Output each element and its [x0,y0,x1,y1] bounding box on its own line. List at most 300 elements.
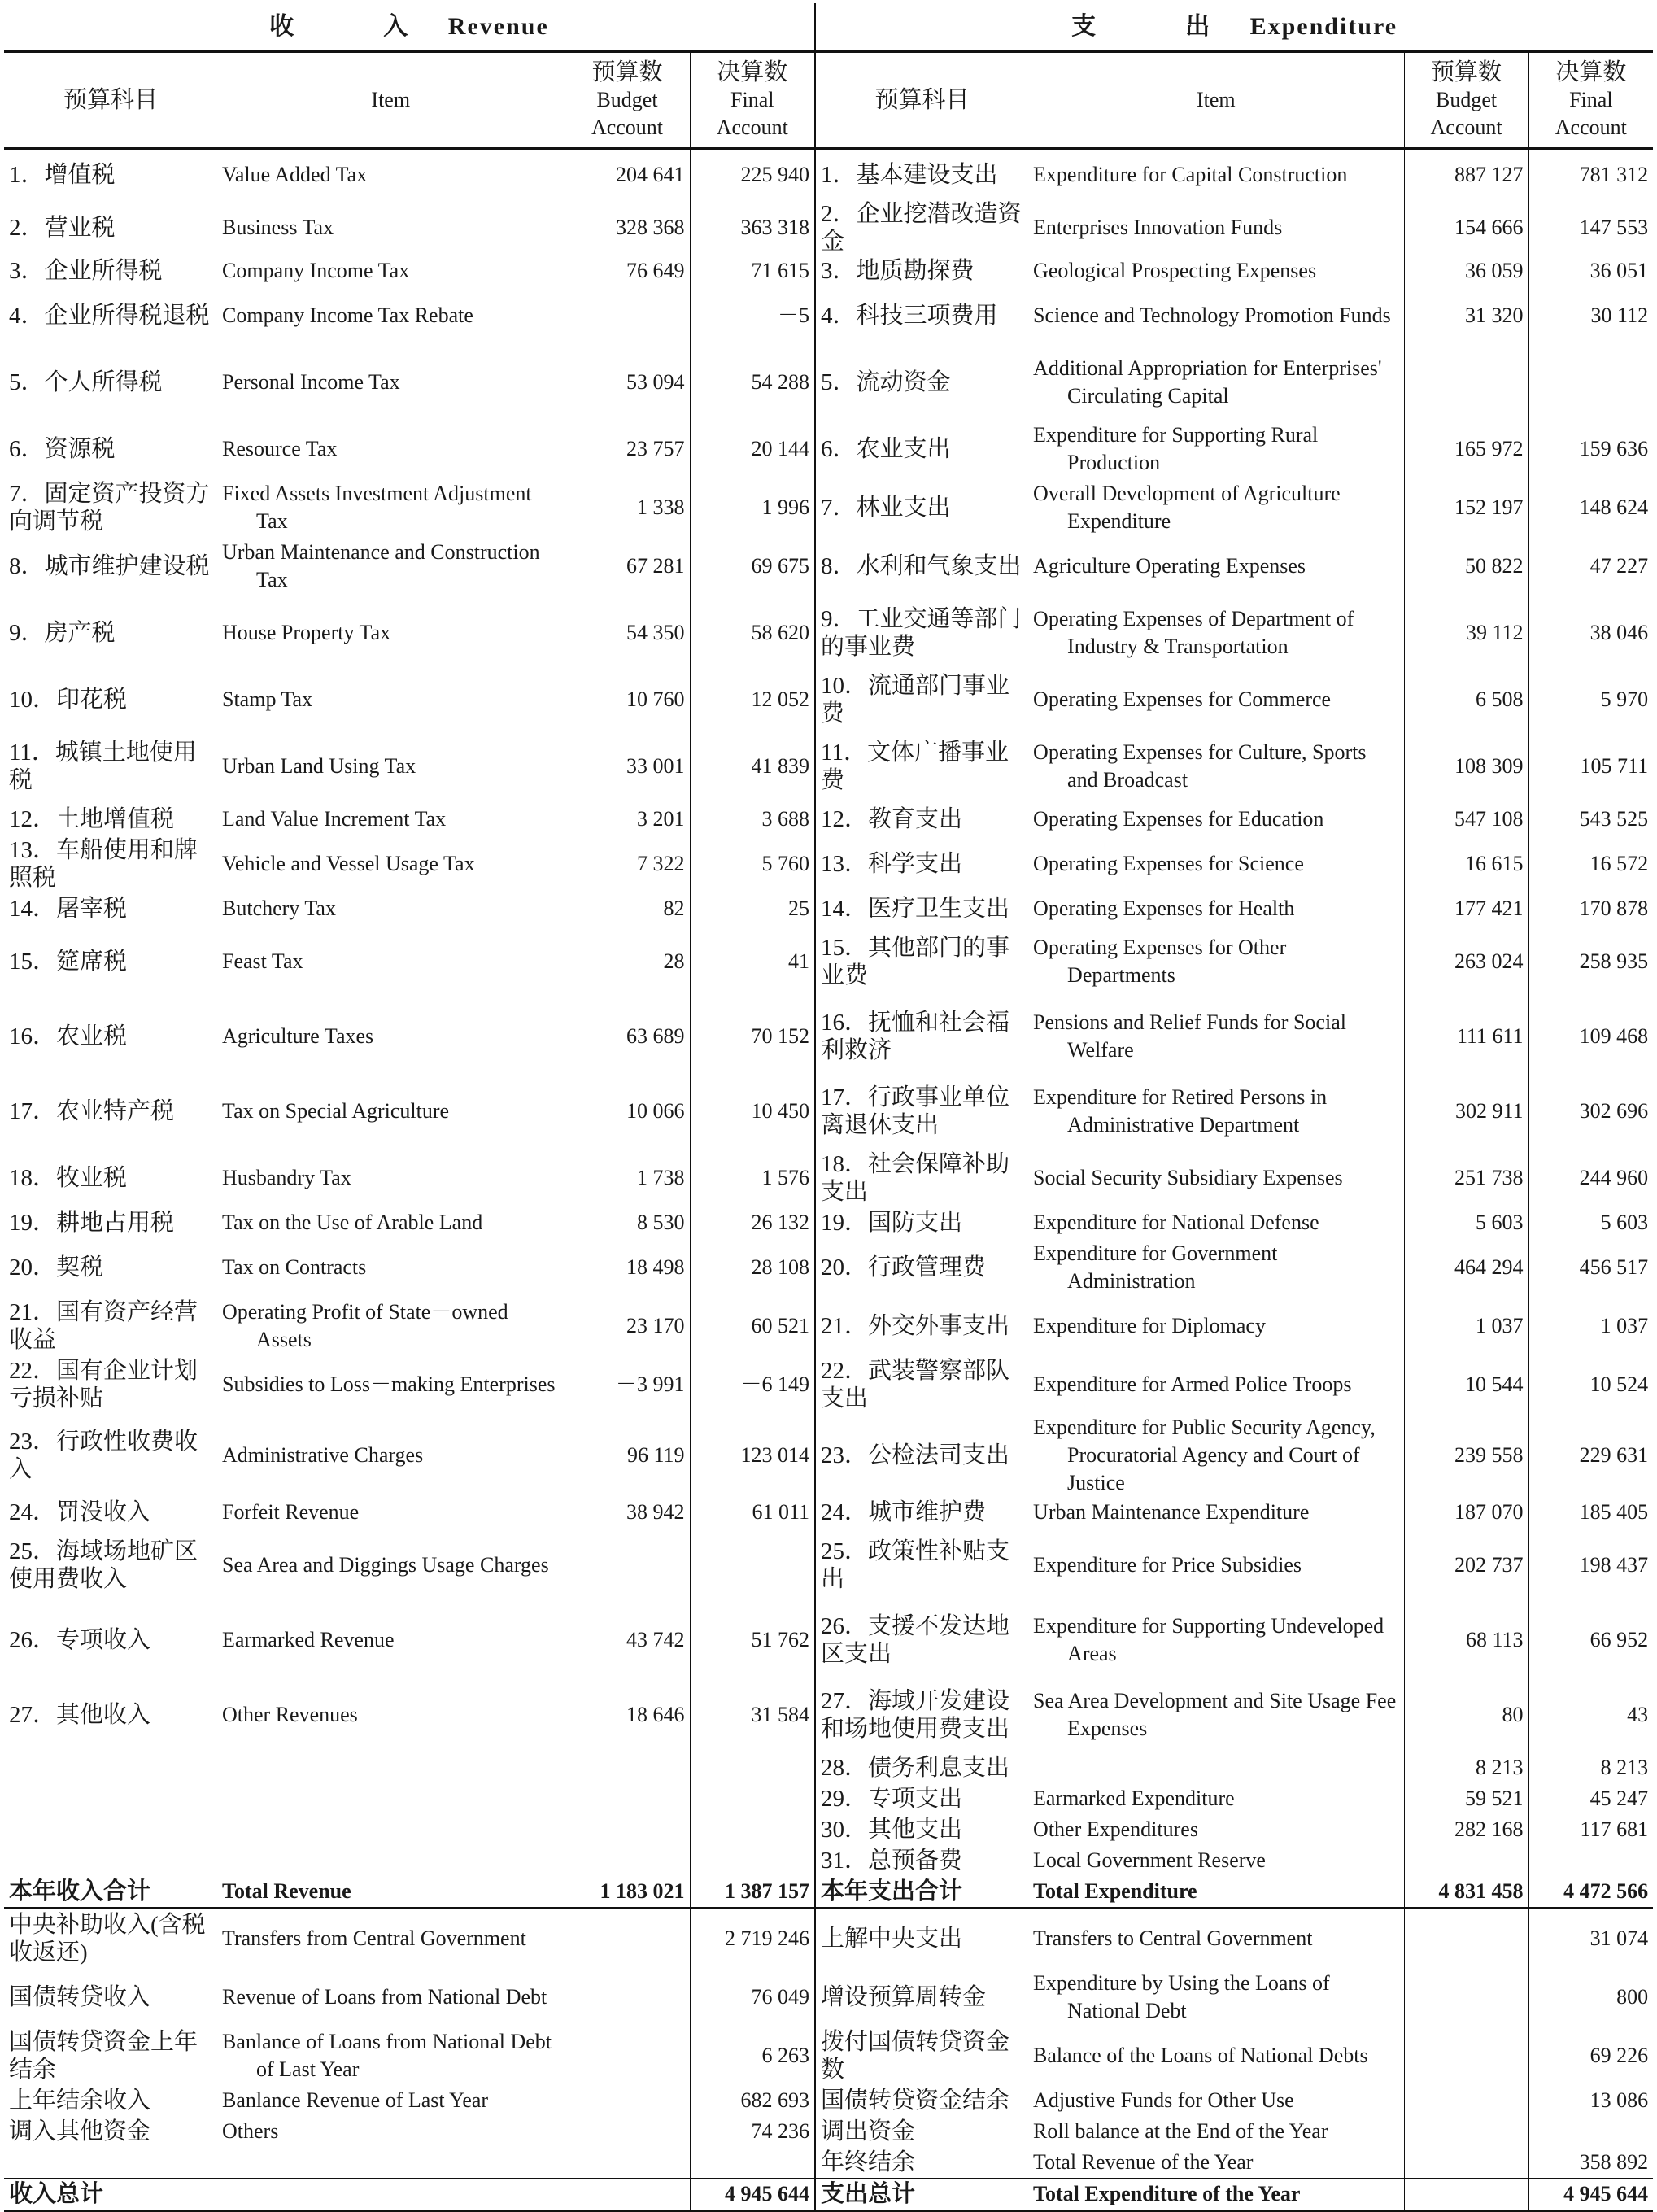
exp-budget-cell [1404,1909,1528,1969]
exp-final-cell: 105 711 [1528,729,1653,804]
rev-final-header-en2: Account [716,116,788,139]
exp-item-cn-cell: 4．科技三项费用 [815,286,1028,345]
rev-item-cn-cell: 本年收入合计 [4,1876,217,1909]
exp-item-en-text: Expenditure for Capital Construction [1033,163,1348,186]
exp-budget-cell [1404,1968,1528,2027]
exp-item-en-cell [1028,1528,1404,1603]
exp-item-en-cell [1028,1814,1404,1845]
exp-item-en-cell [1028,2179,1404,2211]
table-row [4,200,1653,255]
exp-item-cn-cell: 21．外交外事支出 [815,1297,1028,1355]
rev-item-en-text: Personal Income Tax [222,370,400,394]
rev-item-cn-cell: 6．资源税 [9,436,116,462]
rev-budget-cell [565,1528,690,1603]
exp-budget-cell: 4 831 458 [1404,1876,1528,1909]
exp-final-cell: 258 935 [1528,924,1653,999]
exp-item-en-cell [1028,1355,1404,1414]
rev-item-en-text: Others [222,2119,279,2143]
exp-final-cell: 543 525 [1528,804,1653,835]
column-header-row [4,52,1653,149]
rev-final-cell: 10 450 [690,1074,815,1149]
transfer-row [4,1909,1653,1969]
rev-item-en-cell [217,1207,565,1238]
rev-budget-cell: 96 119 [565,1414,690,1497]
exp-item-cn-cell: 25．政策性补贴支出 [815,1528,1028,1603]
exp-budget-cell: 152 197 [1404,478,1528,537]
exp-item-en-text: Operating Expenses for Culture, Sports and Broadcast [1033,740,1367,792]
rev-final-cell: 682 693 [690,2085,815,2116]
rev-final-cell: 71 615 [690,255,815,286]
transfer-row [4,2116,1653,2147]
grand-total-row [4,2179,1653,2211]
rev-item-en-cell [217,478,565,537]
exp-item-en-cell [1028,345,1404,420]
exp-item-en-text: Overall Development of Agriculture Expenditure [1033,482,1341,533]
rev-final-cell: 76 049 [690,1968,815,2027]
exp-budget-cell: 154 666 [1404,200,1528,255]
rev-item-en-cell [217,420,565,478]
exp-item-cn-cell: 11．文体广播事业费 [815,729,1028,804]
rev-item-en-cell [217,2179,565,2211]
rev-budget-cell [565,2027,690,2085]
exp-item-en-cell [1028,893,1404,924]
rev-final-cell: 58 620 [690,596,815,670]
exp-final-cell: 800 [1528,1968,1653,2027]
exp-budget-cell [1404,2116,1528,2147]
rev-budget-cell: 38 942 [565,1497,690,1528]
exp-item-en-text: Expenditure for Retired Persons in Administrative Department [1033,1085,1328,1137]
exp-item-en-cell [1028,2116,1404,2147]
exp-final-cell: 456 517 [1528,1238,1653,1297]
table-row [4,420,1653,478]
rev-final-cell: 25 [690,893,815,924]
rev-final-cell [690,1845,815,1876]
rev-budget-cell [565,2179,690,2211]
expenditure-title-en: Expenditure [1249,13,1398,40]
exp-budget-cell: 187 070 [1404,1497,1528,1528]
exp-item-en-text: Social Security Subsidiary Expenses [1033,1166,1343,1189]
exp-item-en-cell [1028,149,1404,201]
exp-final-cell: 43 [1528,1678,1653,1752]
rev-item-en-cell [217,1528,565,1603]
table-row [4,286,1653,345]
rev-item-en-cell [217,1783,565,1814]
exp-item-en-text: Expenditure for Price Subsidies [1033,1553,1302,1577]
rev-final-cell [690,1752,815,1783]
rev-item-en-cell [217,1355,565,1414]
rev-final-cell: 1 996 [690,478,815,537]
rev-item-cn-cell: 21．国有资产经营收益 [9,1299,198,1353]
exp-final-cell: 147 553 [1528,200,1653,255]
rev-budget-cell: 43 742 [565,1603,690,1678]
rev-item-en-text: Other Revenues [222,1703,358,1726]
exp-final-cell: 1 037 [1528,1297,1653,1355]
exp-item-en-cell [1028,1845,1404,1876]
exp-final-cell: 4 472 566 [1528,1876,1653,1909]
table-row [4,1355,1653,1414]
exp-item-cn-cell: 支出总计 [815,2179,1028,2211]
exp-item-cn-header: 预算科目 [815,52,1028,149]
rev-budget-cell: 76 649 [565,255,690,286]
rev-item-en-cell [217,200,565,255]
exp-item-en-text: Operating Expenses for Science [1033,852,1304,875]
rev-final-header [690,52,815,149]
transfer-row [4,2027,1653,2085]
exp-item-cn-cell: 3．地质勘探费 [815,255,1028,286]
table-row [4,729,1653,804]
rev-budget-cell: 10 066 [565,1074,690,1149]
rev-item-en-text: Earmarked Revenue [222,1628,395,1651]
rev-item-en-text: Tax on Contracts [222,1255,367,1279]
exp-budget-cell: 202 737 [1404,1528,1528,1603]
rev-item-en-cell [217,255,565,286]
rev-item-en-cell [217,1497,565,1528]
rev-item-en-cell [217,345,565,420]
rev-item-cn-cell: 15．筵席税 [9,949,128,975]
exp-item-en-cell [1028,1783,1404,1814]
exp-item-en-text: Enterprises Innovation Funds [1033,216,1283,239]
exp-item-en-text: Pensions and Relief Funds for Social Welfare [1033,1010,1346,1062]
rev-item-en-cell [217,893,565,924]
rev-final-cell: 4 945 644 [690,2179,815,2211]
exp-item-en-cell [1028,1074,1404,1149]
exp-budget-cell: 1 037 [1404,1297,1528,1355]
rev-item-cn-cell: 11．城镇土地使用税 [9,740,197,793]
rev-final-cell: 1 387 157 [690,1876,815,1909]
exp-item-en-text: Operating Expenses for Health [1033,897,1295,920]
exp-item-en-text: Transfers to Central Government [1033,1926,1313,1950]
table-row [4,999,1653,1074]
exp-item-en-text: Expenditure for Diplomacy [1033,1314,1266,1337]
exp-item-en-cell [1028,999,1404,1074]
exp-item-en-text: Urban Maintenance Expenditure [1033,1500,1310,1524]
rev-budget-header [565,52,690,149]
rev-item-en-text: Urban Land Using Tax [222,754,416,778]
table-row [4,1207,1653,1238]
exp-budget-cell [1404,1845,1528,1876]
exp-item-cn-cell: 22．武装警察部队支出 [815,1355,1028,1414]
expenditure-title-cn: 支 出 [1071,13,1243,40]
transfer-row [4,1968,1653,2027]
rev-final-cell: 26 132 [690,1207,815,1238]
rev-final-cell: 31 584 [690,1678,815,1752]
exp-item-cn-cell: 年终结余 [815,2147,1028,2179]
exp-item-en-cell [1028,804,1404,835]
exp-budget-cell: 10 544 [1404,1355,1528,1414]
rev-item-en-cell [217,2147,565,2179]
rev-item-en-text: Tax on the Use of Arable Land [222,1211,483,1234]
exp-budget-cell: 547 108 [1404,804,1528,835]
rev-item-en-cell [217,1414,565,1497]
exp-item-en-cell [1028,2085,1404,2116]
rev-item-cn-cell: 17．农业特产税 [9,1098,175,1124]
exp-final-cell: 66 952 [1528,1603,1653,1678]
rev-budget-cell: 33 001 [565,729,690,804]
table-row [4,1149,1653,1207]
exp-budget-cell: 5 603 [1404,1207,1528,1238]
exp-budget-cell: 464 294 [1404,1238,1528,1297]
exp-item-en-cell [1028,420,1404,478]
rev-item-cn-cell [4,2147,217,2179]
exp-final-cell: 5 970 [1528,670,1653,729]
exp-budget-cell [1404,2179,1528,2211]
exp-budget-cell: 302 911 [1404,1074,1528,1149]
exp-item-en-text: Expenditure for Government Administration [1033,1241,1278,1293]
rev-budget-cell: 328 368 [565,200,690,255]
exp-item-cn-cell: 31．总预备费 [815,1845,1028,1876]
rev-budget-header-cn: 预算数 [591,59,663,85]
rev-item-en-text: Feast Tax [222,949,303,973]
exp-item-en-cell [1028,1678,1404,1752]
exp-item-en-text: Other Expenditures [1033,1817,1198,1841]
exp-item-cn-cell: 18．社会保障补助支出 [815,1149,1028,1207]
rev-item-en-cell [217,596,565,670]
rev-budget-cell [565,2116,690,2147]
rev-budget-cell: 18 498 [565,1238,690,1297]
exp-final-cell: 4 945 644 [1528,2179,1653,2211]
budget-table [4,3,1653,2212]
exp-item-en-cell [1028,596,1404,670]
rev-item-en-text: Sea Area and Diggings Usage Charges [222,1553,549,1577]
rev-budget-cell: 63 689 [565,999,690,1074]
exp-item-en-text: Roll balance at the End of the Year [1033,2119,1328,2143]
rev-item-cn-cell: 20．契税 [9,1254,104,1281]
exp-final-cell [1528,345,1653,420]
rev-budget-header-en2: Account [591,116,664,139]
exp-item-cn-cell: 29．专项支出 [815,1783,1028,1814]
table-row [4,596,1653,670]
table-row [4,1497,1653,1528]
exp-item-en-cell [1028,1968,1404,2027]
table-row [4,1783,1653,1814]
exp-item-cn-cell: 上解中央支出 [815,1909,1028,1969]
exp-item-en-text: Additional Appropriation for Enterprises' Circulating Capital [1033,356,1382,408]
exp-item-cn-cell: 本年支出合计 [815,1876,1028,1909]
rev-final-cell: 225 940 [690,149,815,201]
table-row [4,1678,1653,1752]
rev-budget-cell: 204 641 [565,149,690,201]
expenditure-section-title [815,3,1653,52]
exp-final-cell: 148 624 [1528,478,1653,537]
exp-final-header-cn: 决算数 [1555,59,1627,85]
exp-item-en-text: Expenditure for Supporting Rural Production [1033,423,1319,474]
rev-budget-cell: 10 760 [565,670,690,729]
exp-final-cell: 8 213 [1528,1752,1653,1783]
rev-final-header-en1: Final [730,88,774,111]
exp-item-en-cell [1028,1414,1404,1497]
rev-item-cn-cell: 22．国有企业计划亏损补贴 [9,1358,198,1411]
exp-item-en-cell [1028,1207,1404,1238]
transfer-row [4,2085,1653,2116]
rev-budget-cell [565,1845,690,1876]
exp-item-en-cell [1028,924,1404,999]
rev-item-cn-cell [4,1752,217,1783]
rev-item-en-text: Fixed Assets Investment Adjustment Tax [222,482,532,533]
rev-budget-cell: 23 757 [565,420,690,478]
exp-final-cell: 36 051 [1528,255,1653,286]
exp-budget-cell: 39 112 [1404,596,1528,670]
table-row [4,1074,1653,1149]
rev-item-cn-cell: 1．增值税 [9,162,116,188]
main-body [4,149,1653,2211]
exp-final-cell: 13 086 [1528,2085,1653,2116]
exp-item-cn-cell: 拨付国债转贷资金数 [815,2027,1028,2085]
exp-item-cn-cell: 2．企业挖潜改造资金 [815,200,1028,255]
rev-item-cn-cell: 5．个人所得税 [9,369,163,395]
exp-final-cell: 170 878 [1528,893,1653,924]
rev-item-en-cell [217,537,565,596]
rev-budget-cell: 1 738 [565,1149,690,1207]
exp-item-en-cell [1028,670,1404,729]
rev-item-en-text: Butchery Tax [222,897,336,920]
rev-item-en-text: Banlance Revenue of Last Year [222,2088,489,2112]
rev-item-en-cell [217,1752,565,1783]
rev-item-cn-cell: 26．专项收入 [9,1627,151,1653]
exp-item-en-cell [1028,1876,1404,1909]
exp-final-cell: 109 468 [1528,999,1653,1074]
exp-final-cell: 10 524 [1528,1355,1653,1414]
rev-final-cell: 70 152 [690,999,815,1074]
exp-item-cn-cell: 7．林业支出 [815,478,1028,537]
table-row [4,835,1653,893]
rev-final-cell: 20 144 [690,420,815,478]
rev-item-en-text: Resource Tax [222,437,338,460]
exp-final-cell: 16 572 [1528,835,1653,893]
exp-final-cell: 31 074 [1528,1909,1653,1969]
exp-final-cell: 30 112 [1528,286,1653,345]
rev-budget-cell [565,1814,690,1845]
rev-final-cell: 3 688 [690,804,815,835]
exp-budget-cell: 6 508 [1404,670,1528,729]
rev-budget-cell: 23 170 [565,1297,690,1355]
rev-item-en-cell [217,1238,565,1297]
exp-item-en-cell [1028,537,1404,596]
rev-final-cell: 41 [690,924,815,999]
exp-item-cn-cell: 5．流动资金 [815,345,1028,420]
transfer-row [4,2147,1653,2179]
exp-item-en-cell [1028,1909,1404,1969]
rev-final-cell: 74 236 [690,2116,815,2147]
exp-item-en-text: Adjustive Funds for Other Use [1033,2088,1294,2112]
table-row [4,1414,1653,1497]
rev-item-en-cell [217,999,565,1074]
exp-budget-cell: 111 611 [1404,999,1528,1074]
rev-item-cn-cell: 8．城市维护建设税 [9,553,210,579]
rev-item-en-cell [217,1603,565,1678]
exp-item-en-text: Expenditure by Using the Loans of National Debt [1033,1971,1330,2022]
exp-item-en-text: Expenditure for Supporting Undeveloped Areas [1033,1614,1384,1665]
table-row [4,1845,1653,1876]
rev-item-cn-cell: 14．屠宰税 [9,896,128,922]
rev-item-en-text: Agriculture Taxes [222,1024,374,1048]
rev-item-en-cell [217,2116,565,2147]
exp-budget-cell [1404,2085,1528,2116]
table-row [4,804,1653,835]
rev-budget-cell: 8 530 [565,1207,690,1238]
table-row [4,893,1653,924]
exp-item-en-text: Agriculture Operating Expenses [1033,554,1306,578]
revenue-section-title [4,3,815,52]
exp-final-cell: 358 892 [1528,2147,1653,2179]
exp-final-header [1528,52,1653,149]
exp-item-en-cell [1028,1752,1404,1783]
rev-budget-cell: 7 322 [565,835,690,893]
rev-item-en-cell [217,835,565,893]
rev-item-en-text: Subsidies to Loss－making Enterprises [222,1372,556,1396]
exp-item-en-text: Total Expenditure [1033,1879,1197,1903]
exp-item-cn-cell: 30．其他支出 [815,1814,1028,1845]
rev-final-cell: 6 263 [690,2027,815,2085]
exp-budget-cell: 239 558 [1404,1414,1528,1497]
exp-item-cn-cell: 15．其他部门的事业费 [815,924,1028,999]
revenue-title-cn: 收 入 [269,13,441,40]
exp-item-cn-cell: 增设预算周转金 [815,1968,1028,2027]
rev-final-cell: 41 839 [690,729,815,804]
table-row [4,1238,1653,1297]
exp-item-en-cell [1028,1149,1404,1207]
exp-item-cn-cell: 20．行政管理费 [815,1238,1028,1297]
rev-item-en-text: Tax on Special Agriculture [222,1099,450,1123]
rev-final-cell: 28 108 [690,1238,815,1297]
exp-budget-cell: 177 421 [1404,893,1528,924]
exp-budget-cell: 8 213 [1404,1752,1528,1783]
rev-item-cn-cell: 4．企业所得税退税 [9,303,210,329]
rev-item-cn-cell: 7．固定资产投资方向调节税 [9,481,210,534]
rev-item-cn-header: 预算科目 [4,52,217,149]
exp-item-cn-cell: 调出资金 [815,2116,1028,2147]
exp-item-cn-cell: 23．公检法司支出 [815,1414,1028,1497]
exp-item-cn-cell: 27．海域开发建设和场地使用费支出 [815,1678,1028,1752]
exp-final-header-en2: Account [1555,116,1627,139]
exp-item-en-cell [1028,200,1404,255]
rev-item-cn-cell: 中央补助收入(含税收返还) [9,1912,206,1965]
exp-final-header-en1: Final [1569,88,1613,111]
exp-item-cn-cell: 14．医疗卫生支出 [815,893,1028,924]
exp-final-cell: 69 226 [1528,2027,1653,2085]
exp-item-en-header: Item [1028,52,1404,149]
exp-final-cell: 244 960 [1528,1149,1653,1207]
rev-item-cn-cell: 10．印花税 [9,687,128,713]
rev-item-en-text: Husbandry Tax [222,1166,351,1189]
exp-item-cn-cell: 19．国防支出 [815,1207,1028,1238]
rev-final-cell: 2 719 246 [690,1909,815,1969]
rev-item-en-text: Business Tax [222,216,334,239]
exp-item-en-text: Local Government Reserve [1033,1848,1266,1872]
rev-item-en-cell [217,2027,565,2085]
rev-item-en-cell [217,2085,565,2116]
rev-final-header-cn: 决算数 [717,59,788,85]
exp-item-en-text: Operating Expenses for Other Departments [1033,936,1287,987]
rev-budget-cell: 18 646 [565,1678,690,1752]
rev-budget-cell: －3 991 [565,1355,690,1414]
rev-final-cell: 51 762 [690,1603,815,1678]
rev-item-cn-cell: 国债转贷资金上年结余 [9,2029,198,2083]
rev-final-cell: －6 149 [690,1355,815,1414]
exp-final-cell: 47 227 [1528,537,1653,596]
rev-item-en-text: House Property Tax [222,621,391,644]
rev-item-en-cell [217,1074,565,1149]
rev-budget-cell: 54 350 [565,596,690,670]
rev-item-en-text: Vehicle and Vessel Usage Tax [222,852,475,875]
exp-item-cn-cell: 16．抚恤和社会福利救济 [815,999,1028,1074]
exp-item-en-cell [1028,2027,1404,2085]
table-row [4,670,1653,729]
exp-budget-cell: 31 320 [1404,286,1528,345]
rev-item-en-text: Company Income Tax Rebate [222,303,473,327]
rev-item-cn-cell: 收入总计 [4,2179,217,2211]
exp-item-cn-cell: 国债转贷资金结余 [815,2085,1028,2116]
rev-final-cell [690,2147,815,2179]
